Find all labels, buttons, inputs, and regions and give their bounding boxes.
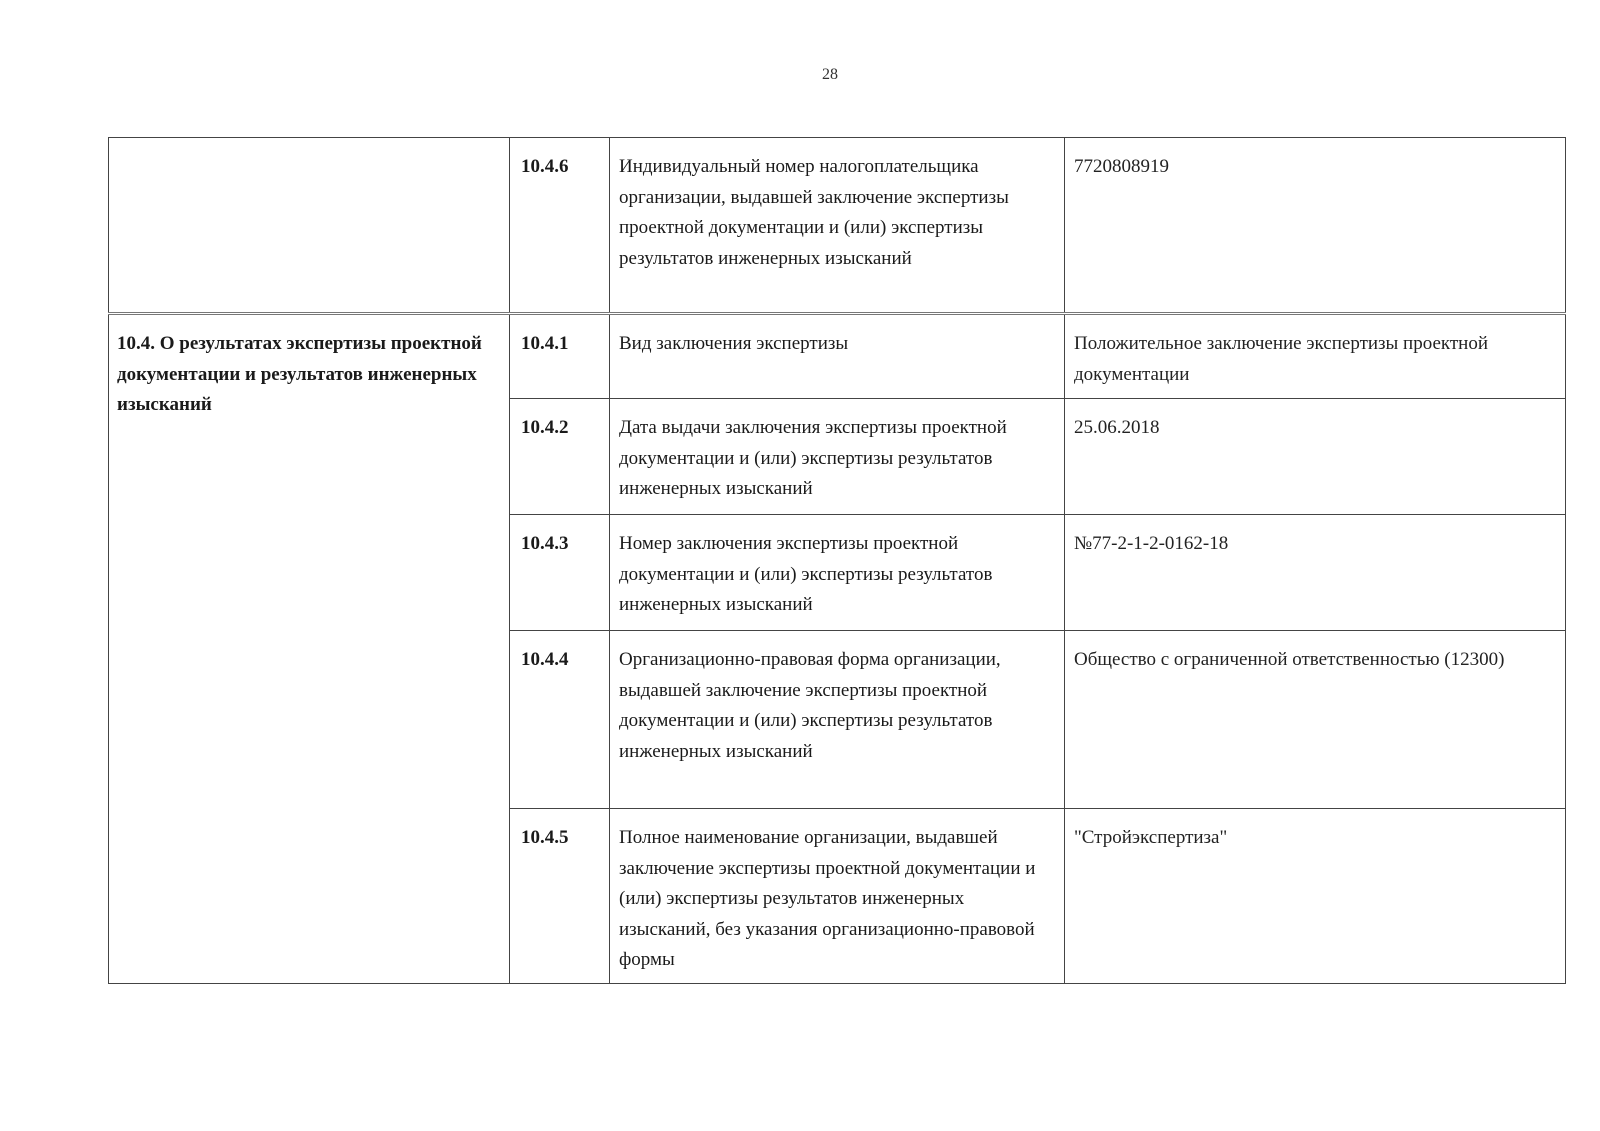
row-number: 10.4.6: [510, 138, 610, 314]
row-value: Положительное заключение экспертизы проектной документации: [1065, 314, 1566, 399]
row-name: Вид заключения экспертизы: [610, 314, 1065, 399]
row-value: 25.06.2018: [1065, 399, 1566, 515]
row-name: Номер заключения экспертизы проектной документации и (или) экспертизы результатов инженерных изысканий: [610, 515, 1065, 631]
expertise-table: [108, 137, 1566, 984]
row-value: "Стройэкспертиза": [1065, 809, 1566, 984]
row-number: 10.4.2: [510, 399, 610, 515]
row-name: Дата выдачи заключения экспертизы проектной документации и (или) экспертизы результатов инженерных изысканий: [610, 399, 1065, 515]
section-label: 10.4. О результатах экспертизы проектной документации и результатов инженерных изысканий: [109, 314, 510, 984]
row-number: 10.4.1: [510, 314, 610, 399]
row-value: №77-2-1-2-0162-18: [1065, 515, 1566, 631]
table-row: [109, 314, 1566, 399]
section-cell-empty: [109, 138, 510, 314]
row-name: Организационно-правовая форма организации, выдавшей заключение экспертизы проектной документации и (или) экспертизы результатов инженерных изысканий: [610, 631, 1065, 809]
row-value: 7720808919: [1065, 138, 1566, 314]
table-row: [109, 138, 1566, 314]
row-value: Общество с ограниченной ответственностью (12300): [1065, 631, 1566, 809]
row-number: 10.4.3: [510, 515, 610, 631]
row-number: 10.4.4: [510, 631, 610, 809]
row-name: Индивидуальный номер налогоплательщика организации, выдавшей заключение экспертизы проектной документации и (или) экспертизы результатов инженерных изысканий: [610, 138, 1065, 314]
page-number: 28: [822, 66, 838, 83]
row-name: Полное наименование организации, выдавшей заключение экспертизы проектной документации и (или) экспертизы результатов инженерных изысканий, без указания организационно-правовой формы: [610, 809, 1065, 984]
row-number: 10.4.5: [510, 809, 610, 984]
